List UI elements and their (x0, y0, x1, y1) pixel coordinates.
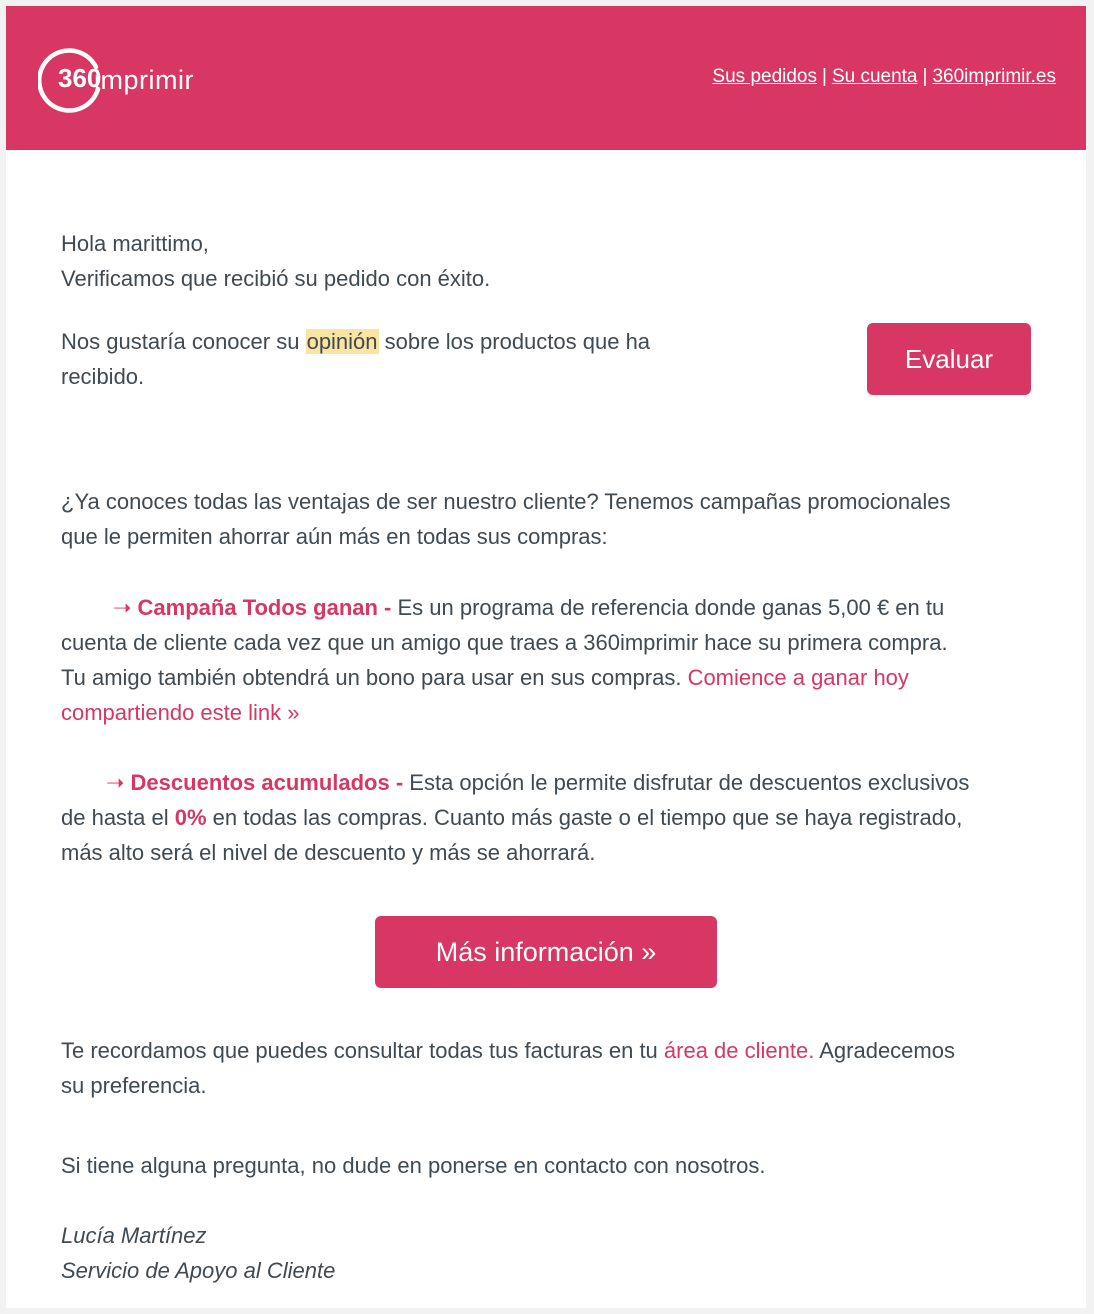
discounts-line1: ➝ Descuentos acumulados - Esta opción le permite disfrutar de descuentos exclusivos (106, 770, 970, 795)
advantages-intro (61, 484, 1051, 554)
brand-logo[interactable] (38, 44, 194, 114)
referral-link-cont[interactable]: compartiendo este link » (61, 700, 300, 725)
campaign-line4 (61, 695, 1061, 730)
review-request (61, 324, 741, 394)
invoices-line1: Te recordamos que puedes consultar todas tus facturas en tu área de cliente. Agradecemos (61, 1038, 955, 1063)
logo-word: imprimir (94, 64, 194, 95)
header-nav (712, 66, 1056, 88)
highlighted-word: opinión (306, 329, 378, 354)
intro-line2: que le permiten ahorrar aún más en todas sus compras: (61, 524, 608, 549)
discounts-title: ➝ Descuentos acumulados - (106, 770, 404, 795)
more-info-button[interactable]: Más información » (375, 916, 717, 988)
greeting-line: Hola marittimo, (61, 231, 209, 256)
greeting (61, 226, 490, 296)
confirmation-line: Verificamos que recibió su pedido con éxito. (61, 266, 491, 291)
invoices-note (61, 1033, 1061, 1103)
evaluate-button[interactable]: Evaluar (867, 323, 1031, 395)
campaign-line3: Tu amigo también obtendrá un bono para usar en sus compras. Comience a ganar hoy (61, 665, 909, 690)
orders-link[interactable]: Sus pedidos (712, 66, 817, 87)
customer-area-link[interactable]: área de cliente. (663, 1038, 815, 1063)
nav-separator: | (822, 66, 827, 87)
account-link[interactable]: Su cuenta (831, 66, 918, 87)
intro-line1: ¿Ya conoces todas las ventajas de ser nuestro cliente? Tenemos campañas promocionales (61, 489, 951, 514)
signature-role: Servicio de Apoyo al Cliente (61, 1258, 336, 1283)
nav-separator: | (922, 66, 928, 87)
logo-ring-icon (38, 45, 106, 113)
discount-percent: 0% (174, 805, 207, 830)
logo-number: 360 (58, 63, 102, 93)
contact-text: Si tiene alguna pregunta, no dude en ponerse en contacto con nosotros. (61, 1153, 766, 1178)
review-text-line2: recibido. (61, 364, 145, 389)
discounts-line3: más alto será el nivel de descuento y más se ahorrará. (61, 840, 596, 865)
signature-name: Lucía Martínez (61, 1223, 207, 1248)
email-container (6, 6, 1086, 1308)
invoices-line2: su preferencia. (61, 1073, 207, 1098)
signature (61, 1218, 335, 1288)
discounts-section (61, 765, 1061, 870)
discounts-line2: de hasta el 0% en todas las compras. Cuanto más gaste o el tiempo que se haya registrado, (61, 805, 963, 830)
contact-note (61, 1148, 1061, 1183)
campaign-line1: ➝ Campaña Todos ganan - Es un programa de referencia donde ganas 5,00 € en tu (113, 595, 945, 620)
campaign-line2: cuenta de cliente cada vez que un amigo que traes a 360imprimir hace su primera compra. (61, 630, 948, 655)
campaign-title: ➝ Campaña Todos ganan - (113, 595, 392, 620)
referral-link[interactable]: Comience a ganar hoy (687, 665, 909, 690)
website-link[interactable]: 360imprimir.es (932, 66, 1056, 87)
review-text-line1: Nos gustaría conocer su opinión sobre los productos que ha (61, 329, 651, 354)
email-header (6, 6, 1086, 150)
campaign-section (61, 590, 1061, 730)
